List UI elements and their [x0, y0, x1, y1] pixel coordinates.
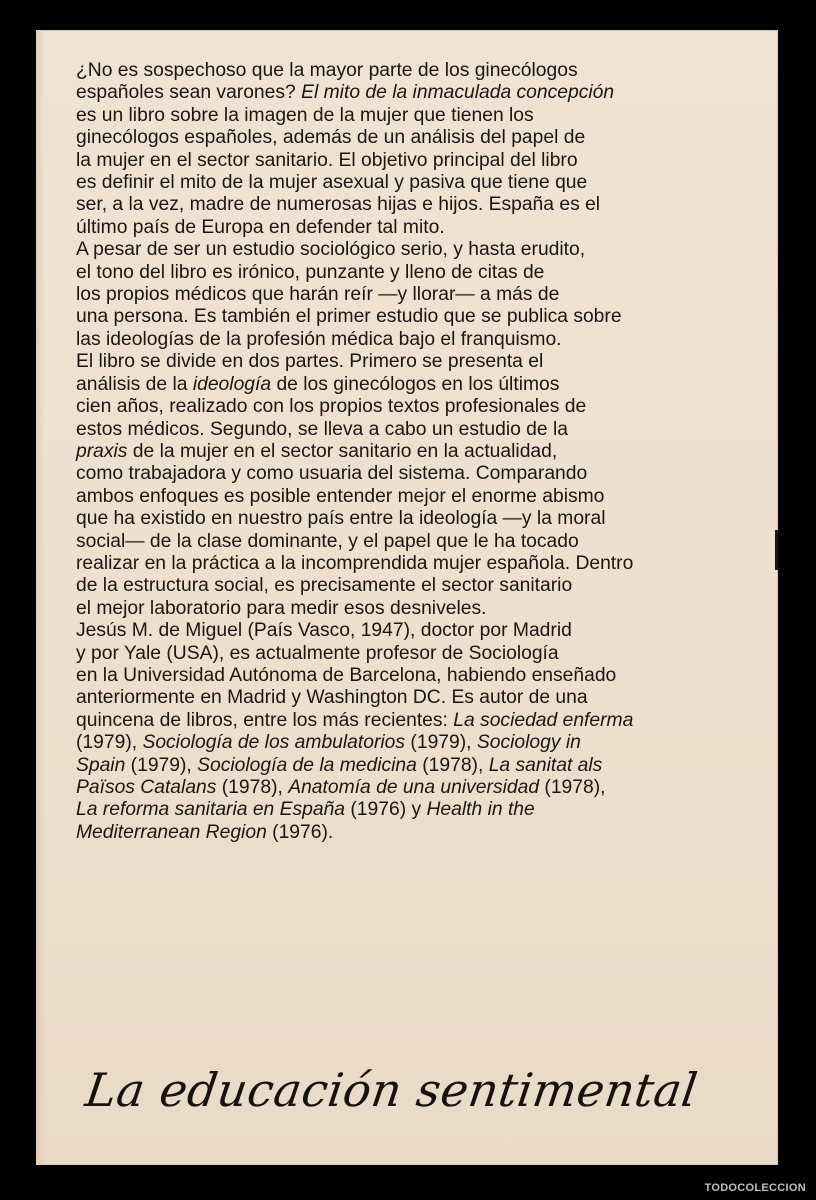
text-line: [76, 710, 766, 732]
text-line: [76, 217, 766, 239]
text-segment: análisis de la: [76, 373, 193, 395]
text-segment: social— de la clase dominante, y el papel que le ha tocado: [76, 530, 579, 552]
text-segment: estos médicos. Segundo, se lleva a cabo un estudio de la: [76, 418, 568, 440]
text-line: [76, 463, 766, 485]
text-segment: anteriormente en Madrid y Washington DC. Es autor de una: [76, 687, 588, 709]
text-line: [76, 396, 766, 418]
text-segment: (1976).: [266, 821, 334, 843]
text-segment: cien años, realizado con los propios textos profesionales de: [76, 396, 587, 418]
text-line: [76, 351, 766, 373]
edge-mark: [775, 530, 778, 570]
text-segment: las ideologías de la profesión médica bajo el franquismo.: [76, 328, 562, 350]
text-line: [76, 620, 766, 642]
text-segment: es definir el mito de la mujer asexual y pasiva que tiene que: [76, 172, 588, 194]
blurb-text: [76, 60, 766, 844]
text-line: [76, 598, 766, 620]
text-line: [76, 687, 766, 709]
text-segment: es un libro sobre la imagen de la mujer que tienen los: [76, 104, 534, 126]
text-segment: y por Yale (USA), es actualmente profesor de Sociología: [76, 642, 559, 664]
italic-title: Sociology in: [476, 732, 581, 754]
text-segment: ser, a la vez, madre de numerosas hijas e hijos. España es el: [76, 194, 601, 216]
text-line: [76, 60, 766, 82]
text-line: [76, 553, 766, 575]
text-segment: (1978),: [416, 754, 489, 776]
text-segment: de la estructura social, es precisamente el sector sanitario: [76, 575, 573, 597]
text-line: [76, 508, 766, 530]
text-line: [76, 306, 766, 328]
book-back-cover: [36, 30, 778, 1165]
italic-title: La sociedad enferma: [453, 709, 634, 731]
text-line: [76, 150, 766, 172]
text-segment: (1978),: [539, 777, 606, 798]
text-segment: realizar en la práctica a la incomprendida mujer española. Dentro: [76, 552, 634, 574]
italic-title: praxis: [76, 440, 128, 462]
text-line: [76, 172, 766, 194]
text-line: [76, 374, 766, 396]
spine-edge: [36, 30, 46, 1165]
text-segment: El libro se divide en dos partes. Primero se presenta el: [76, 351, 544, 373]
text-segment: los propios médicos que harán reír —y llorar— a más de: [76, 284, 560, 306]
italic-title: Anatomía de una universidad: [288, 777, 540, 798]
text-segment: quincena de libros, entre los más recientes:: [76, 709, 454, 731]
text-line: [76, 329, 766, 351]
text-line: [76, 441, 766, 463]
text-segment: que ha existido en nuestro país entre la ideología —y la moral: [76, 508, 606, 530]
text-line: [76, 194, 766, 216]
italic-title: Spain: [76, 754, 126, 776]
text-segment: A pesar de ser un estudio sociológico serio, y hasta erudito,: [76, 239, 586, 261]
text-segment: de la mujer en el sector sanitario en la actualidad,: [127, 440, 558, 462]
text-line: [76, 262, 766, 284]
italic-title: Health in the: [426, 799, 535, 821]
text-segment: el tono del libro es irónico, punzante y lleno de citas de: [76, 261, 545, 283]
text-segment: el mejor laboratorio para medir esos desniveles.: [76, 597, 487, 619]
text-line: [76, 239, 766, 261]
text-segment: de los ginecólogos en los últimos: [271, 373, 560, 395]
text-line: [76, 777, 766, 799]
italic-title: La sanitat als: [488, 754, 603, 776]
text-segment: (1979),: [76, 732, 143, 754]
text-line: [76, 127, 766, 149]
text-segment: ¿No es sospechoso que la mayor parte de los ginecólogos: [76, 60, 578, 81]
text-segment: una persona. Es también el primer estudio que se publica sobre: [76, 306, 622, 328]
text-segment: la mujer en el sector sanitario. El objetivo principal del libro: [76, 149, 578, 171]
text-segment: último país de Europa en defender tal mito.: [76, 216, 445, 238]
text-line: [76, 732, 766, 754]
watermark-text: TODOCOLECCION: [704, 1182, 806, 1194]
text-segment: como trabajadora y como usuaria del sistema. Comparando: [76, 463, 588, 485]
text-line: [76, 665, 766, 687]
text-segment: ginecólogos españoles, además de un análisis del papel de: [76, 127, 586, 149]
italic-title: El mito de la inmaculada concepción: [301, 82, 615, 104]
text-segment: (1978),: [216, 777, 289, 798]
italic-title: Països Catalans: [76, 777, 217, 798]
text-segment: (1979),: [405, 732, 477, 754]
italic-title: ideología: [192, 373, 272, 395]
text-line: [76, 799, 766, 821]
italic-title: La reforma sanitaria en España: [76, 799, 346, 821]
italic-title: Sociología de la medicina: [197, 754, 417, 776]
italic-title: Mediterranean Region: [76, 821, 267, 843]
text-line: [76, 284, 766, 306]
text-line: [76, 575, 766, 597]
text-line: [76, 82, 766, 104]
text-segment: Jesús M. de Miguel (País Vasco, 1947), doctor por Madrid: [76, 620, 572, 642]
text-line: [76, 105, 766, 127]
text-line: [76, 755, 766, 777]
text-segment: españoles sean varones?: [76, 82, 302, 104]
italic-title: Sociología de los ambulatorios: [142, 732, 406, 754]
text-line: [76, 486, 766, 508]
text-line: [76, 822, 766, 844]
text-segment: ambos enfoques es posible entender mejor el enorme abismo: [76, 485, 605, 507]
series-title: La educación sentimental: [82, 1063, 702, 1117]
text-segment: en la Universidad Autónoma de Barcelona, habiendo enseñado: [76, 664, 617, 686]
text-segment: (1976) y: [345, 799, 427, 821]
text-line: [76, 531, 766, 553]
text-segment: (1979),: [125, 754, 198, 776]
text-line: [76, 419, 766, 441]
text-line: [76, 643, 766, 665]
